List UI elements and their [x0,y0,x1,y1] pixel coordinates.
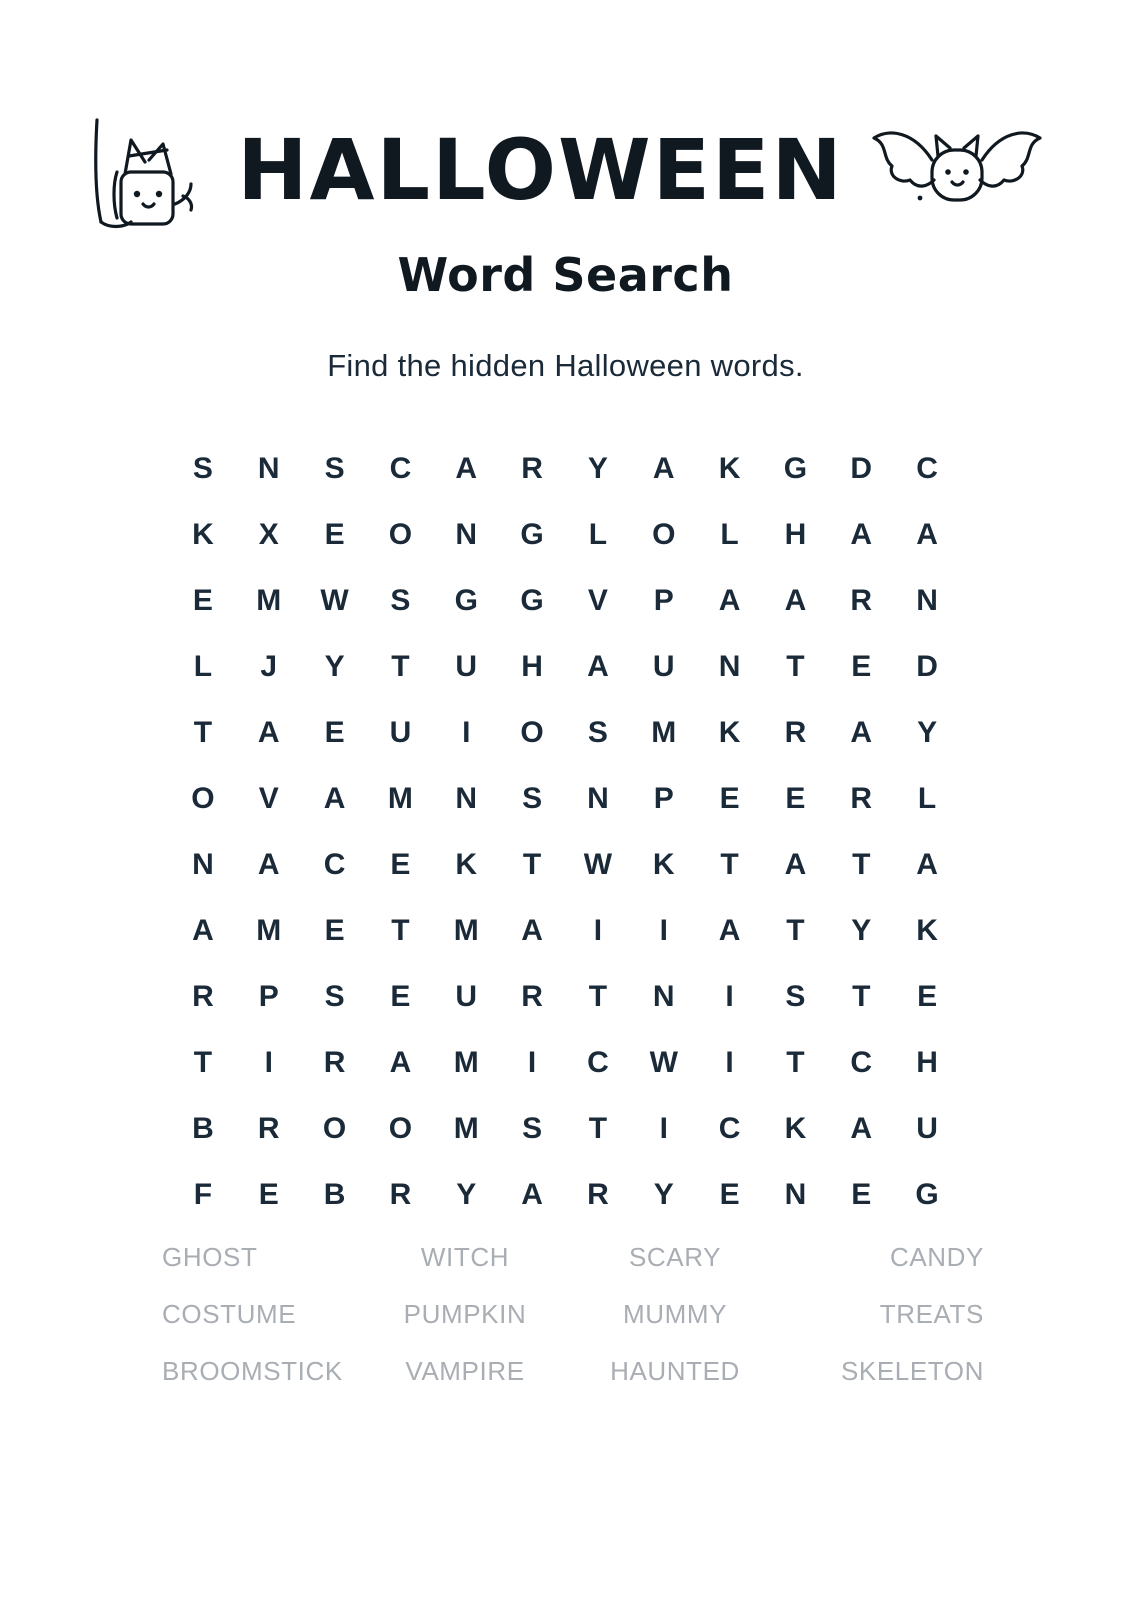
grid-cell: A [323,782,346,815]
word-list-item: HAUNTED [610,1356,740,1386]
grid-cell: R [784,716,807,749]
grid-cell: J [260,650,278,683]
word-list-item: VAMPIRE [405,1356,525,1386]
header [0,100,1131,240]
grid-cell: Y [587,452,608,485]
word-list-item: PUMPKIN [403,1299,527,1329]
word-list-item: COSTUME [162,1299,297,1329]
grid-cell: C [323,848,346,881]
grid-cell: G [783,452,808,485]
grid-cell: T [588,1112,608,1145]
grid-cell: C [718,1112,741,1145]
grid-cell: T [522,848,542,881]
grid-cell: N [455,782,478,815]
page-title: HALLOWEEN [237,121,844,219]
grid-cell: R [323,1046,346,1079]
grid-cell: A [850,518,873,551]
grid-cell: E [719,1178,740,1211]
grid-cell: K [652,848,675,881]
grid-cell: N [455,518,478,551]
page-subtitle: Word Search [397,248,734,302]
grid-cell: G [454,584,478,617]
grid-cell: E [390,980,411,1013]
grid-cell: T [720,848,739,881]
grid-cell: T [391,914,410,947]
grid-cell: R [521,980,543,1013]
grid-cell: E [851,650,872,683]
grid-cell: T [852,980,871,1013]
word-list-item: SCARY [628,1242,722,1272]
grid-cell: T [588,980,608,1013]
grid-cell: O [388,1112,413,1145]
grid-cell: Y [851,914,872,947]
grid-cell: L [720,518,739,551]
grid-cell: S [587,716,608,749]
grid-cell: A [652,452,675,485]
grid-cell: R [257,1112,280,1145]
grid-cell: T [193,1046,213,1079]
grid-cell: B [323,1178,346,1211]
grid-cell: A [784,848,807,881]
bat-icon [862,110,1052,230]
grid-cell: U [389,716,412,749]
grid-cell: U [455,980,478,1013]
grid-cell: R [850,782,873,815]
grid-cell: A [521,1178,543,1211]
word-search-grid [170,436,960,1228]
grid-cell: I [659,914,668,947]
grid-cell: K [916,914,938,947]
grid-cell: L [917,782,937,815]
word-list [150,1242,990,1387]
grid-cell: M [256,914,282,947]
grid-cell: K [718,716,741,749]
grid-cell: S [390,584,411,617]
grid-cell: P [653,584,674,617]
grid-cell: O [191,782,215,815]
grid-cell: E [192,584,213,617]
grid-cell: Y [456,1178,477,1211]
grid-cell: S [522,782,543,815]
grid-cell: G [520,518,544,551]
grid-cell: D [850,452,873,485]
grid-cell: I [725,1046,734,1079]
word-list-item: CANDY [889,1242,984,1272]
grid-cell: E [324,914,345,947]
grid-cell: C [587,1046,609,1079]
grid-cell: M [256,584,282,617]
grid-cell: P [653,782,674,815]
grid-cell: N [257,452,280,485]
grid-cell: H [784,518,807,551]
grid-cell: S [522,1112,543,1145]
grid-cell: G [915,1178,939,1211]
grid-cell: A [718,914,741,947]
grid-cell: H [521,650,543,683]
grid-cell: A [257,716,280,749]
grid-cell: T [391,650,410,683]
grid-cell: S [785,980,806,1013]
grid-cell: L [588,518,608,551]
grid-cell: S [324,980,345,1013]
grid-cell: N [784,1178,807,1211]
grid-cell: A [192,914,214,947]
grid-cell: M [387,782,413,815]
grid-cell: C [850,1046,873,1079]
grid-cell: I [725,980,734,1013]
grid-cell: Y [324,650,345,683]
grid-cell: I [462,716,471,749]
grid-cell: A [718,584,741,617]
grid-cell: U [916,1112,938,1145]
grid-cell: A [784,584,807,617]
grid-cell: S [324,452,345,485]
grid-cell: M [651,716,677,749]
grid-cell: C [389,452,412,485]
grid-cell: T [786,1046,805,1079]
grid-cell: D [916,650,938,683]
word-list-item: TREATS [879,1299,984,1329]
grid-cell: A [916,848,938,881]
grid-cell: O [322,1112,347,1145]
grid-cell: A [587,650,609,683]
grid-cell: A [916,518,938,551]
word-list-item: MUMMY [622,1299,728,1329]
grid-cell: N [718,650,741,683]
grid-cell: I [264,1046,273,1079]
grid-cell: O [652,518,676,551]
grid-cell: T [786,650,805,683]
grid-cell: W [320,584,349,617]
grid-cell: N [192,848,214,881]
grid-cell: B [192,1112,214,1145]
grid-cell: Y [653,1178,674,1211]
grid-cell: R [389,1178,412,1211]
grid-cell: E [324,518,345,551]
grid-cell: E [785,782,806,815]
grid-cell: E [851,1178,872,1211]
grid-cell: I [659,1112,668,1145]
grid-cell: A [389,1046,412,1079]
word-list-item: WITCH [420,1242,510,1272]
grid-cell: O [520,716,544,749]
grid-cell: I [527,1046,537,1079]
grid-cell: S [192,452,213,485]
grid-cell: T [852,848,871,881]
grid-cell: N [916,584,938,617]
grid-cell: A [521,914,543,947]
grid-cell: X [258,518,279,551]
grid-cell: A [850,716,873,749]
grid-cell: R [850,584,873,617]
grid-cell: N [587,782,609,815]
word-list-item: SKELETON [840,1356,984,1386]
grid-cell: U [455,650,478,683]
grid-cell: A [455,452,478,485]
grid-cell: M [453,1046,479,1079]
grid-cell: W [583,848,613,881]
grid-cell: M [453,1112,479,1145]
grid-cell: E [719,782,740,815]
grid-cell: A [257,848,280,881]
grid-cell: L [193,650,213,683]
grid-cell: P [258,980,279,1013]
grid-cell: T [193,716,213,749]
grid-cell: I [593,914,603,947]
grid-cell: R [521,452,543,485]
grid-cell: K [192,518,214,551]
grid-cell: R [192,980,214,1013]
grid-cell: A [850,1112,873,1145]
grid-cell: C [916,452,938,485]
grid-cell: K [455,848,478,881]
grid-cell: O [388,518,413,551]
grid-cell: F [193,1178,213,1211]
grid-cell: K [718,452,741,485]
grid-cell: H [916,1046,938,1079]
grid-cell: Y [917,716,938,749]
grid-cell: G [520,584,544,617]
word-list-item: GHOST [162,1242,258,1272]
grid-cell: E [324,716,345,749]
grid-cell: T [786,914,805,947]
grid-cell: E [390,848,411,881]
grid-cell: E [917,980,938,1013]
grid-cell: V [587,584,608,617]
grid-cell: E [258,1178,279,1211]
witch-cat-icon [79,100,219,240]
instruction-text: Find the hidden Halloween words. [327,348,804,383]
grid-cell: R [587,1178,609,1211]
grid-cell: K [784,1112,807,1145]
grid-cell: N [652,980,675,1013]
grid-cell: U [652,650,675,683]
grid-cell: V [258,782,279,815]
grid-cell: M [453,914,479,947]
word-list-item: BROOMSTICK [162,1356,343,1386]
grid-cell: W [649,1046,678,1079]
